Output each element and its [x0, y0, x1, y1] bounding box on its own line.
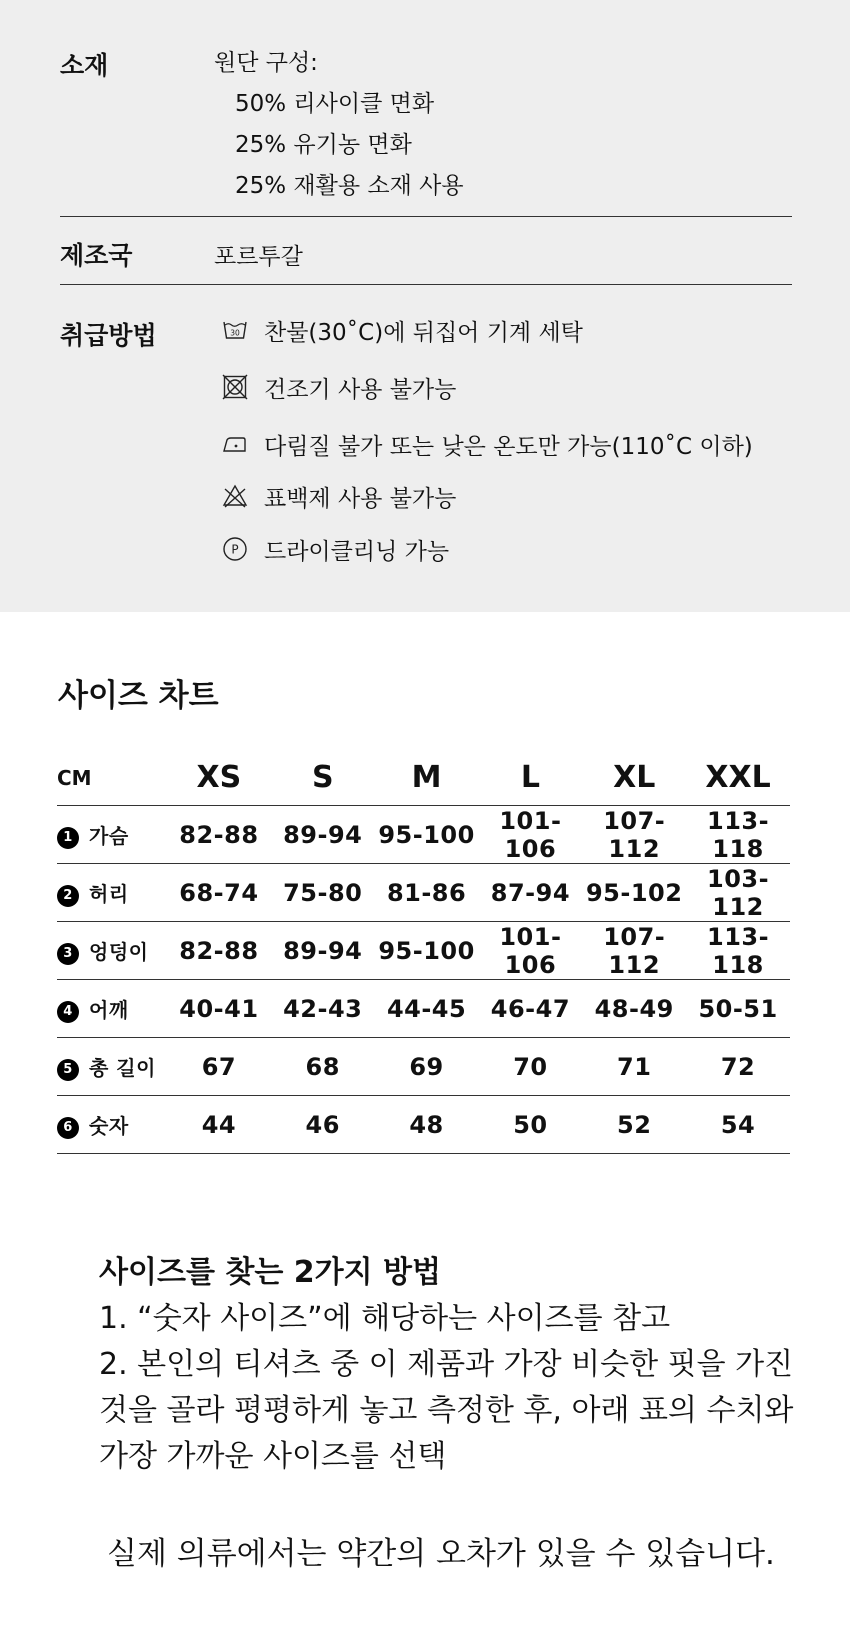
size-header: XXL — [686, 750, 790, 806]
table-cell: 113-118 — [686, 922, 790, 980]
table-cell: 81-86 — [375, 864, 479, 922]
guide-step: 1. “숫자 사이즈”에 해당하는 사이즈를 참고 — [99, 1301, 671, 1336]
iron-low-icon — [222, 431, 248, 457]
table-cell: 103-112 — [686, 864, 790, 922]
measure-name: 총 길이 — [89, 1056, 156, 1080]
care-text: 찬물(30˚C)에 뒤집어 기계 세탁 — [264, 319, 583, 346]
row-number-badge: 2 — [57, 885, 79, 907]
table-cell: 44-45 — [375, 980, 479, 1038]
dry-clean-p-icon — [222, 536, 248, 562]
table-cell: 113-118 — [686, 806, 790, 864]
size-header: L — [478, 750, 582, 806]
row-label — [57, 806, 167, 864]
svg-text:30: 30 — [230, 328, 240, 338]
table-cell: 54 — [686, 1096, 790, 1154]
table-cell: 89-94 — [271, 922, 375, 980]
measure-name: 어깨 — [89, 998, 129, 1022]
care-label: 취급방법 — [60, 321, 157, 350]
care-item — [222, 314, 583, 346]
table-cell: 68 — [271, 1038, 375, 1096]
row-label — [57, 1038, 167, 1096]
size-header: XL — [582, 750, 686, 806]
measure-name: 가슴 — [89, 824, 129, 848]
guide-title: 사이즈를 찾는 2가지 방법 — [99, 1255, 442, 1290]
table-cell: 50 — [478, 1096, 582, 1154]
row-number-badge: 5 — [57, 1059, 79, 1081]
table-cell: 89-94 — [271, 806, 375, 864]
divider — [60, 216, 792, 217]
table-cell: 107-112 — [582, 922, 686, 980]
table-cell: 46-47 — [478, 980, 582, 1038]
disclaimer-note: 실제 의류에서는 약간의 오차가 있을 수 있습니다. — [107, 1536, 775, 1572]
table-cell: 95-100 — [375, 922, 479, 980]
table-cell: 107-112 — [582, 806, 686, 864]
care-item — [222, 533, 449, 565]
row-label — [57, 980, 167, 1038]
table-cell: 95-102 — [582, 864, 686, 922]
table-cell: 68-74 — [167, 864, 271, 922]
origin-label: 제조국 — [60, 241, 133, 270]
wash-30-icon — [222, 317, 248, 343]
table-cell: 48 — [375, 1096, 479, 1154]
table-cell: 46 — [271, 1096, 375, 1154]
care-text: 건조기 사용 불가능 — [264, 376, 457, 403]
care-item — [222, 480, 456, 512]
row-number-badge: 1 — [57, 827, 79, 849]
row-number-badge: 6 — [57, 1117, 79, 1139]
care-text: 드라이클리닝 가능 — [264, 538, 450, 565]
size-header: M — [375, 750, 479, 806]
size-chart-table — [57, 750, 790, 1154]
table-cell: 44 — [167, 1096, 271, 1154]
row-number-badge: 4 — [57, 1001, 79, 1023]
table-cell: 52 — [582, 1096, 686, 1154]
row-number-badge: 3 — [57, 943, 79, 965]
material-line: 25% 유기농 면화 — [235, 132, 412, 158]
table-cell: 82-88 — [167, 922, 271, 980]
table-cell: 71 — [582, 1038, 686, 1096]
row-label — [57, 922, 167, 980]
table-row — [57, 1038, 790, 1096]
care-item — [222, 428, 753, 460]
table-cell: 70 — [478, 1038, 582, 1096]
table-cell: 95-100 — [375, 806, 479, 864]
material-line: 50% 리사이클 면화 — [235, 91, 435, 117]
table-cell: 75-80 — [271, 864, 375, 922]
table-cell: 40-41 — [167, 980, 271, 1038]
table-cell: 101-106 — [478, 806, 582, 864]
table-row — [57, 864, 790, 922]
guide-step: 2. 본인의 티셔츠 중 이 제품과 가장 비슷한 핏을 가진 것을 골라 평평하게 놓고 측정한 후, 아래 표의 수치와 가장 가까운 사이즈를 선택 — [99, 1347, 794, 1474]
care-item — [222, 371, 456, 403]
svg-text:P: P — [231, 542, 239, 557]
table-cell: 87-94 — [478, 864, 582, 922]
unit-label: CM — [57, 750, 167, 806]
size-chart-title: 사이즈 차트 — [58, 678, 219, 714]
measure-name: 숫자 — [89, 1114, 129, 1138]
size-header: S — [271, 750, 375, 806]
divider — [60, 284, 792, 285]
care-text: 다림질 불가 또는 낮은 온도만 가능(110˚C 이하) — [264, 433, 753, 460]
size-header-row — [57, 750, 790, 806]
table-cell: 69 — [375, 1038, 479, 1096]
table-row — [57, 980, 790, 1038]
product-info-panel — [0, 0, 850, 612]
measure-name: 허리 — [89, 882, 129, 906]
table-row — [57, 922, 790, 980]
row-label — [57, 1096, 167, 1154]
table-cell: 42-43 — [271, 980, 375, 1038]
table-cell: 72 — [686, 1038, 790, 1096]
no-bleach-icon — [222, 483, 248, 509]
table-cell: 82-88 — [167, 806, 271, 864]
care-text: 표백제 사용 불가능 — [264, 485, 457, 512]
table-cell: 67 — [167, 1038, 271, 1096]
origin-value: 포르투갈 — [214, 244, 303, 270]
table-row — [57, 806, 790, 864]
row-label — [57, 864, 167, 922]
no-tumble-dry-icon — [222, 374, 248, 400]
material-heading: 원단 구성: — [214, 50, 318, 76]
measure-name: 엉덩이 — [89, 940, 149, 964]
size-header: XS — [167, 750, 271, 806]
material-line: 25% 재활용 소재 사용 — [235, 173, 464, 199]
table-cell: 50-51 — [686, 980, 790, 1038]
table-cell: 101-106 — [478, 922, 582, 980]
table-row — [57, 1096, 790, 1154]
size-guide — [99, 1250, 799, 1480]
table-cell: 48-49 — [582, 980, 686, 1038]
material-label: 소재 — [60, 51, 109, 80]
